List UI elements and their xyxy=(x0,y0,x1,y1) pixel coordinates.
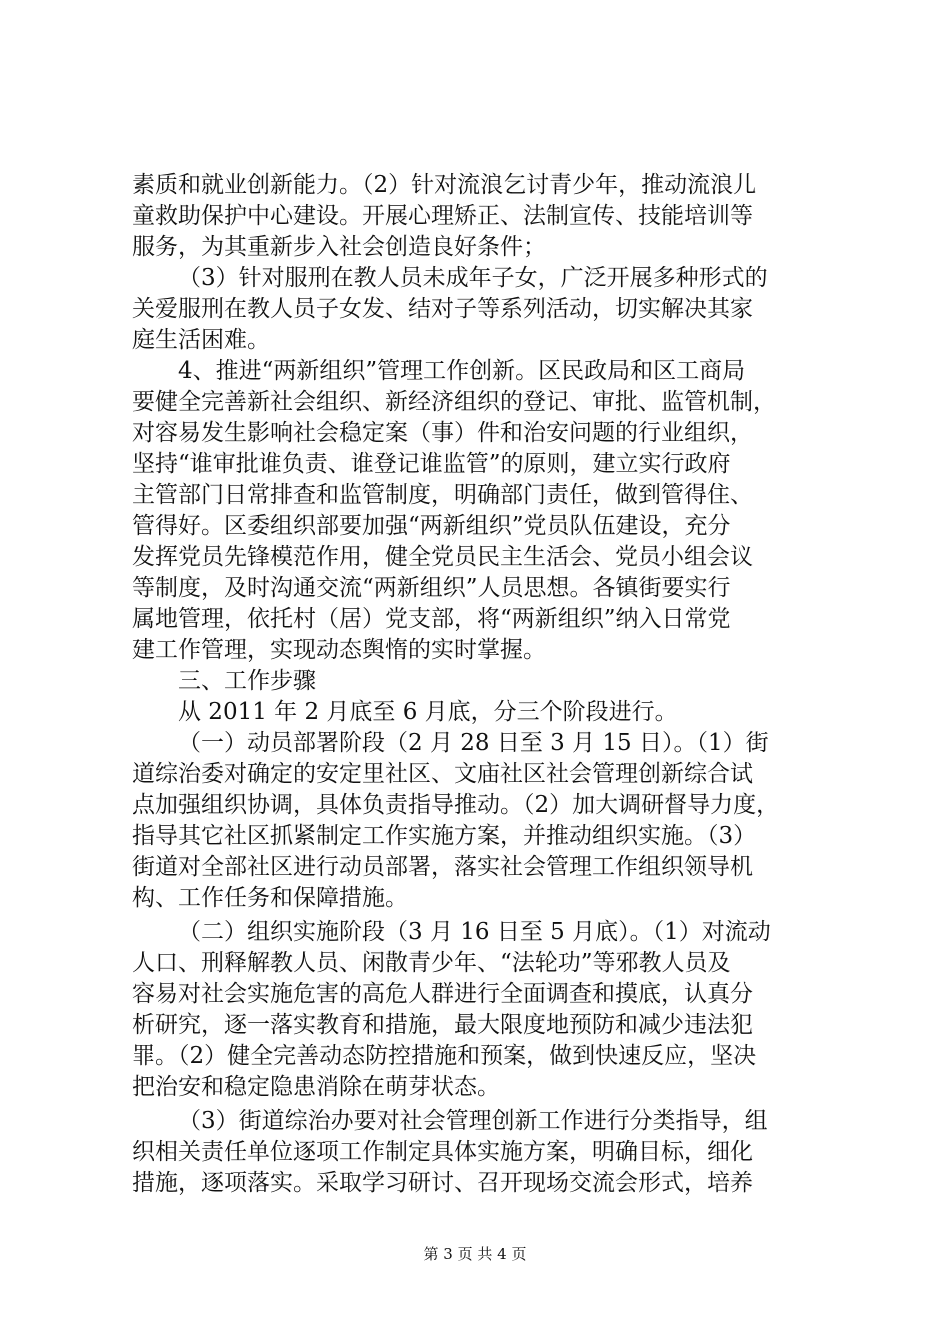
text-line: 建工作管理，实现动态舆惰的实时掌握。 xyxy=(132,637,546,663)
text-line: 主管部门日常排查和监管制度，明确部门责任，做到管得住、 xyxy=(132,482,753,508)
text-line: 容易对社会实施危害的高危人群进行全面调查和摸底，认真分 xyxy=(132,981,753,1007)
text-line: 关爱服刑在教人员子女发、结对子等系列活动，切实解决其家 xyxy=(132,296,753,322)
text-line: 织相关责任单位逐项工作制定具体实施方案，明确目标，细化 xyxy=(132,1139,753,1165)
text-line: 人口、刑释解教人员、闲散青少年、“法轮功”等邪教人员及 xyxy=(132,950,731,976)
text-line: （二）组织实施阶段（3 月 16 日至 5 月底）。（1）对流动 xyxy=(178,919,771,945)
text-line: 发挥党员先锋模范作用，健全党员民主生活会、党员小组会议 xyxy=(132,544,753,570)
text-line: 对容易发生影响社会稳定案（事）件和治安问题的行业组织， xyxy=(132,420,753,446)
text-line: 4、推进“两新组织”管理工作创新。区民政局和区工商局 xyxy=(178,358,746,384)
text-line: 罪。（2）健全完善动态防控措施和预案，做到快速反应，坚决 xyxy=(132,1043,757,1069)
text-line: 街道对全部社区进行动员部署，落实社会管理工作组织领导机 xyxy=(132,854,753,880)
text-line: 把治安和稳定隐患消除在萌芽状态。 xyxy=(132,1074,500,1100)
text-line: 素质和就业创新能力。（2）针对流浪乞讨青少年，推动流浪儿 xyxy=(132,172,757,198)
section-heading: 三、工作步骤 xyxy=(178,668,316,694)
text-line: 坚持“谁审批谁负责、谁登记谁监管”的原则，建立实行政府 xyxy=(132,451,731,477)
text-line: 要健全完善新社会组织、新经济组织的登记、审批、监管机制， xyxy=(132,389,776,415)
text-line: 童救助保护中心建设。开展心理矫正、法制宣传、技能培训等 xyxy=(132,203,753,229)
text-line: 等制度，及时沟通交流“两新组织”人员思想。各镇街要实行 xyxy=(132,575,731,601)
text-line: （一）动员部署阶段（2 月 28 日至 3 月 15 日）。（1）街 xyxy=(178,730,769,756)
text-line: 析研究，逐一落实教育和措施，最大限度地预防和减少违法犯 xyxy=(132,1012,753,1038)
text-line: 道综治委对确定的安定里社区、文庙社区社会管理创新综合试 xyxy=(132,761,753,787)
text-line: 点加强组织协调，具体负责指导推动。（2）加大调研督导力度， xyxy=(132,792,780,818)
text-line: 属地管理，依托村（居）党支部，将“两新组织”纳入日常党 xyxy=(132,606,731,632)
text-line: 服务，为其重新步入社会创造良好条件； xyxy=(132,234,546,260)
text-line: 从 2011 年 2 月底至 6 月底，分三个阶段进行。 xyxy=(178,699,678,725)
text-line: 庭生活困难。 xyxy=(132,327,270,353)
document-body xyxy=(132,170,832,1199)
text-line: 指导其它社区抓紧制定工作实施方案，并推动组织实施。（3） xyxy=(132,823,757,849)
text-line: 管得好。区委组织部要加强“两新组织”党员队伍建设，充分 xyxy=(132,513,731,539)
text-line: 措施，逐项落实。采取学习研讨、召开现场交流会形式，培养 xyxy=(132,1170,753,1196)
text-line: 构、工作任务和保障措施。 xyxy=(132,885,408,911)
text-line: （3）街道综治办要对社会管理创新工作进行分类指导，组 xyxy=(178,1108,768,1134)
page-number: 第 3 页 共 4 页 xyxy=(423,1245,527,1263)
text-line: （3）针对服刑在教人员未成年子女，广泛开展多种形式的 xyxy=(178,265,768,291)
